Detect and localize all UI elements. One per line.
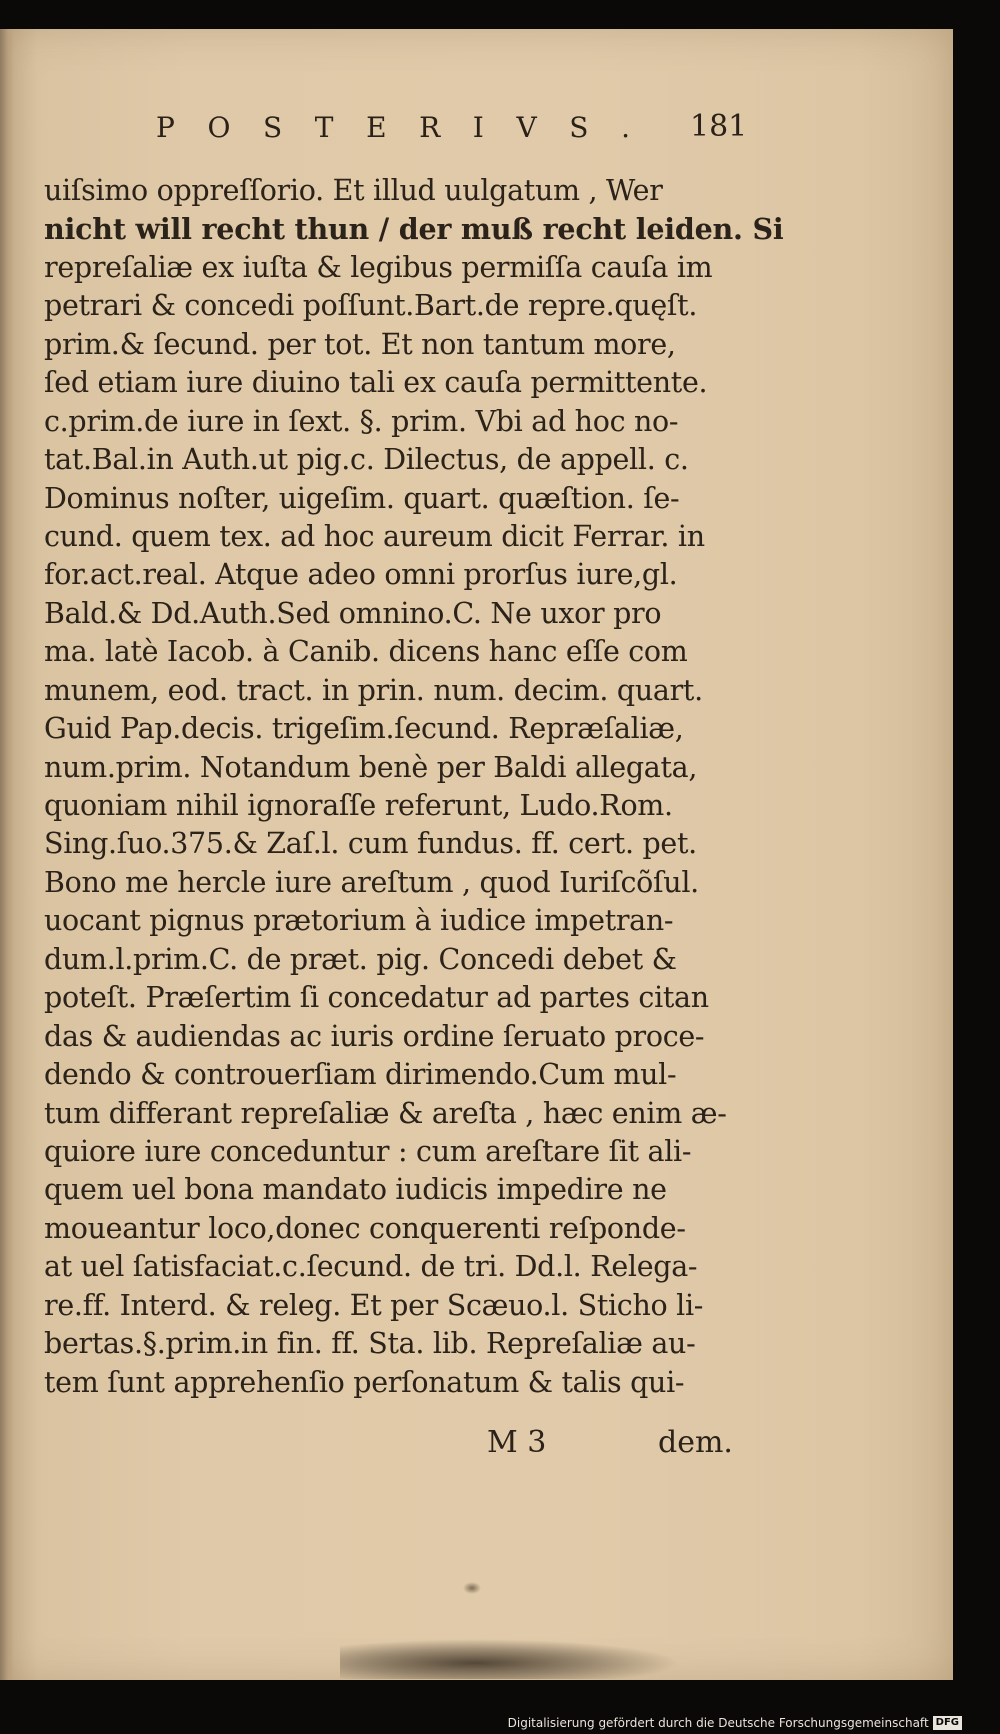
- book-page: [0, 29, 953, 1680]
- running-head-letter: S: [569, 111, 589, 144]
- text-line: prim.& ſecund. per tot. Et non tantum more,: [44, 327, 676, 361]
- body-text: [44, 172, 784, 1402]
- running-head-letter: E: [366, 111, 387, 144]
- text-line: Bald.& Dd.Auth.Sed omnino.C. Ne uxor pro: [44, 596, 662, 630]
- running-head-letter: .: [621, 111, 630, 144]
- text-line: poteſt. Præſertim ſi concedatur ad partes citan: [44, 981, 709, 1015]
- text-line: quem uel bona mandato iudicis impedire ne: [44, 1173, 667, 1207]
- ink-smudge: [340, 1639, 680, 1679]
- running-head-letter: S: [263, 111, 283, 144]
- text-line: Dominus noſter, uigeſim. quart. quæſtion. ſe-: [44, 481, 680, 515]
- text-line: ſed etiam iure diuino tali ex cauſa permittente.: [44, 366, 708, 400]
- text-line: petrari & concedi poſſunt.Bart.de repre.quęſt.: [44, 289, 698, 323]
- page-edge-shadow: [0, 29, 14, 1680]
- running-head-letter: O: [207, 111, 231, 144]
- ink-blot: [463, 1582, 481, 1594]
- dfg-logo: DFG: [933, 1716, 962, 1730]
- running-head-letter: T: [314, 111, 334, 144]
- text-line: Sing.ſuo.375.& Zaſ.l. cum fundus. ff. cert. pet.: [44, 827, 697, 861]
- text-line: Bono me hercle iure areſtum , quod Iuriſcõſul.: [44, 865, 699, 899]
- text-line: num.prim. Notandum benè per Baldi allegata,: [44, 750, 698, 784]
- text-line: das & audiendas ac iuris ordine ſeruato proce-: [44, 1019, 705, 1053]
- digitization-credit: [508, 1716, 962, 1730]
- text-line: dum.l.prim.C. de præt. pig. Concedi debet &: [44, 942, 677, 976]
- text-line: at uel ſatisfaciat.c.ſecund. de tri. Dd.l. Relega-: [44, 1250, 698, 1284]
- signature-catchword-line: [487, 1425, 737, 1465]
- running-head-letter: P: [156, 111, 175, 144]
- running-head-letter: R: [419, 111, 441, 144]
- text-line: c.prim.de iure in ſext. §. prim. Vbi ad hoc no-: [44, 404, 679, 438]
- digitization-credit-text: Digitalisierung gefördert durch die Deutsche Forschungsgemeinschaft: [507, 1716, 929, 1730]
- text-line: uocant pignus prætorium à iudice impetran-: [44, 904, 674, 938]
- running-head: [156, 111, 630, 144]
- page-number: 181: [690, 109, 748, 144]
- text-line: ma. latè Iacob. à Canib. dicens hanc eſſe com: [44, 635, 688, 669]
- text-line: quiore iure conceduntur : cum areſtare ſit ali-: [44, 1134, 692, 1168]
- text-line: moueantur loco,donec conquerenti reſponde-: [44, 1211, 686, 1245]
- text-line: uiſsimo oppreſſorio. Et illud uulgatum , Wer: [44, 174, 663, 207]
- catchword: dem.: [658, 1425, 733, 1460]
- text-line: tat.Bal.in Auth.ut pig.c. Dilectus, de appell. c.: [44, 443, 689, 477]
- running-head-letter: I: [472, 111, 484, 144]
- text-line: Guid Pap.decis. trigeſim.ſecund. Repræſaliæ,: [44, 712, 684, 746]
- running-head-letter: V: [516, 111, 537, 144]
- text-line: nicht will recht thun / der muß recht leiden. Si: [44, 212, 784, 247]
- text-line: munem, eod. tract. in prin. num. decim. quart.: [44, 673, 703, 707]
- text-line: cund. quem tex. ad hoc aureum dicit Ferrar. in: [44, 519, 705, 553]
- text-line: tum differant repreſaliæ & areſta , hæc enim æ-: [44, 1096, 727, 1130]
- text-line: bertas.§.prim.in fin. ff. Sta. lib. Repreſaliæ au-: [44, 1327, 696, 1361]
- text-line: quoniam nihil ignoraſſe referunt, Ludo.Rom.: [44, 789, 673, 822]
- text-line: re.ff. Interd. & releg. Et per Scæuo.l. Sticho li-: [44, 1288, 704, 1322]
- text-line: repreſaliæ ex iuſta & legibus permiſſa cauſa im: [44, 250, 713, 284]
- text-line: dendo & controuerſiam dirimendo.Cum mul-: [44, 1058, 677, 1092]
- text-line: tem ſunt apprehenſio perſonatum & talis qui-: [44, 1365, 685, 1399]
- text-line: for.act.real. Atque adeo omni prorſus iure,gl.: [44, 558, 678, 592]
- signature-mark: M 3: [487, 1425, 547, 1460]
